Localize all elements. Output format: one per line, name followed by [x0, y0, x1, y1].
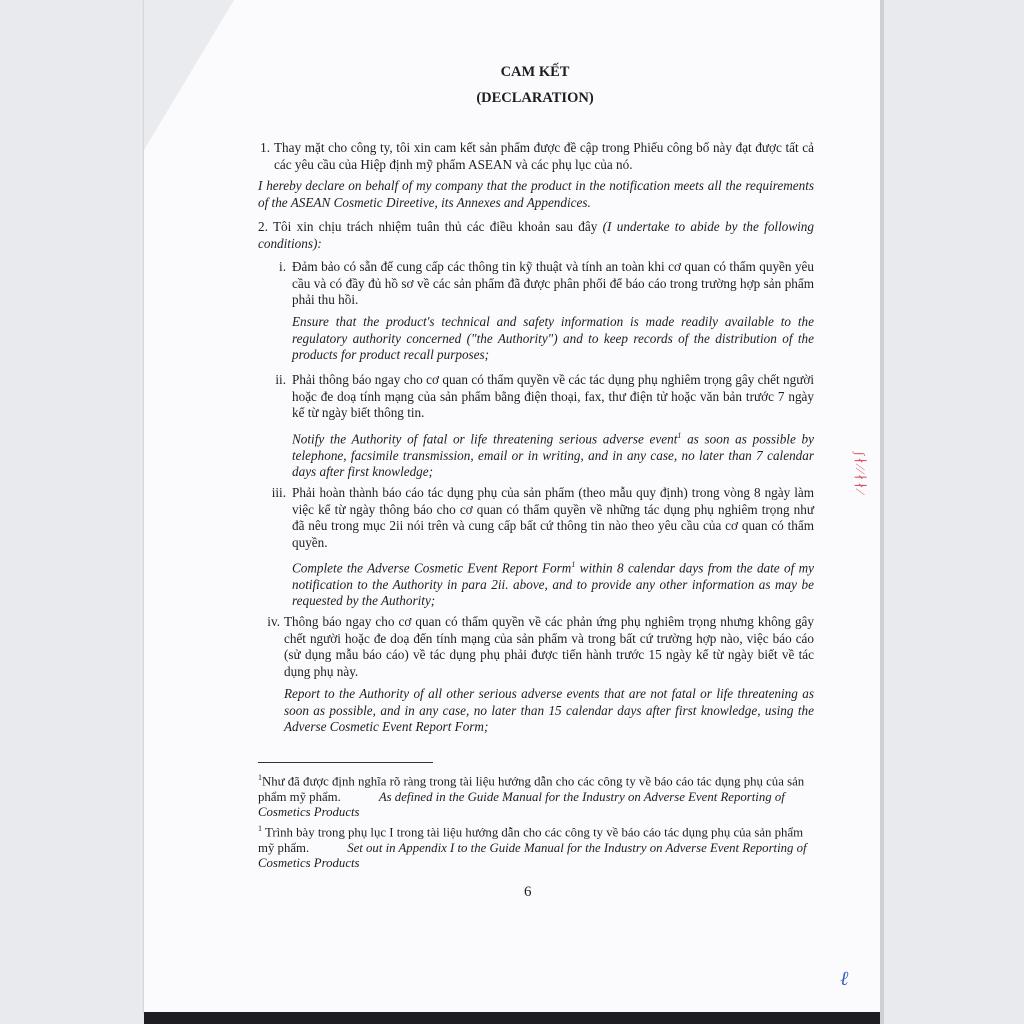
page-number: 6: [524, 884, 532, 900]
footnote-ref: 1: [571, 560, 576, 569]
subitem-i-vietnamese: Đảm bảo có sẵn để cung cấp các thông tin kỹ thuật và tính an toàn khi cơ quan có thẩm quyền yêu cầu và có đầy đủ hồ sơ về các sản phẩm đã được phân phối để báo cáo trong trường hợp sản phẩm phải thu hồi.: [292, 259, 814, 307]
document-title: CAM KẾT: [500, 64, 570, 80]
footnote-mark: 1: [258, 773, 262, 782]
page-edge: [880, 0, 884, 1024]
item-2-english: (I undertake to abide by the following conditions):: [258, 219, 814, 251]
item-1-english: I hereby declare on behalf of my company that the product in the notification meets all the requirements of the ASEAN Cosmetic Direetive, its Annexes and Appendices.: [258, 178, 814, 210]
item-2-vietnamese: Tôi xin chịu trách nhiệm tuân thủ các điều khoản sau đây: [272, 219, 598, 234]
subitem-number: ii.: [275, 372, 286, 387]
subitem-number: i.: [279, 259, 286, 274]
item-number: 2.: [258, 219, 268, 234]
subitem-i-english: Ensure that the product's technical and safety information is made readily available to the regulatory authority concerned ("the Authority") and to keep records of the distribution of the products for product recall purposes;: [292, 314, 814, 362]
subitem-iv-vietnamese: Thông báo ngay cho cơ quan có thẩm quyền về các phản ứng phụ nghiêm trọng nhưng không gây chết người hoặc đe doạ đến tính mạng của sản phẩm và trong bất cứ trường hợp nào, việc báo cáo (sử dụng mẫu báo cáo) về tác dụng phụ phải được tiến hành trước 15 ngày kể từ ngày biết về tác dụng phụ này.: [284, 614, 814, 679]
subitem-iii-vietnamese: Phải hoàn thành báo cáo tác dụng phụ của sản phẩm (theo mẫu quy định) trong vòng 8 ngày làm việc kể từ ngày thông báo cho cơ quan có thẩm quyền về những tác dụng phụ nghiêm trọng như đã nêu trong mục 2ii nói trên và cung cấp bất cứ thông tin nào theo yêu cầu của cơ quan có thẩm quyền.: [292, 485, 814, 550]
subitem-number: iv.: [267, 614, 280, 629]
subitem-ii-vietnamese: Phải thông báo ngay cho cơ quan có thẩm quyền về các tác dụng phụ nghiêm trọng gây chết người hoặc đe doạ tính mạng của sản phẩm bằng điện thoại, fax, thư điện tử hoặc văn bản trước 7 ngày kể từ ngày biết thông tin.: [292, 372, 814, 420]
page-fold-corner: [144, 0, 234, 150]
footnote-divider: [258, 762, 433, 763]
subitem-iii-english: Complete the Adverse Cosmetic Event Report Form$^1$ within 8 calendar days from the date of my notification to the Authority in para 2ii. above, and to provide any other information as may be requested by the Authority;: [292, 560, 814, 609]
scan-bottom-edge: [144, 1012, 880, 1024]
subitem-iv-english: Report to the Authority of all other serious adverse events that are not fatal or life threatening as soon as possible, and in any case, no later than 15 calendar days after first knowledge, using the Adverse Cosmetic Event Report Form;: [284, 686, 814, 734]
subitem-number: iii.: [271, 485, 286, 500]
footnote-1: $^1$Như đã được định nghĩa rõ ràng trong tài liệu hướng dẫn cho các công ty về báo cáo tác dụng phụ của sản phẩm mỹ phẩm. As defined in the Guide Manual for the Industry on Adverse Event Reporting of Cosmetics Products: [258, 773, 805, 820]
document-subtitle: (DECLARATION): [476, 90, 594, 106]
footnote-ref: 1: [677, 431, 682, 440]
pencil-mark: ℓ: [840, 968, 849, 990]
footnote-2: $^1$ Trình bày trong phụ lục I trong tài liệu hướng dẫn cho các công ty về báo cáo tác dụng phụ của sản phẩm mỹ phẩm. Set out in Appendix I to the Guide Manual for the Industry on Adverse Event Reporting of Cosmetics Products: [258, 824, 807, 871]
item-2-text: [258, 219, 814, 252]
red-handwritten-mark: ∫∤∕∕∤∤∕: [853, 452, 868, 495]
subitem-ii-english: Notify the Authority of fatal or life threatening serious adverse event$^1$ as soon as possible by telephone, facsimile transmission, email or in writing, and in any case, no later than 7 calendar days after first knowledge;: [292, 431, 814, 480]
item-number: 1.: [260, 140, 270, 155]
footnote-mark: 1: [258, 824, 262, 833]
item-1-vietnamese: Thay mặt cho công ty, tôi xin cam kết sản phẩm được đề cập trong Phiếu công bố này đạt được tất cả các yêu cầu của Hiệp định mỹ phẩm ASEAN và các phụ lục của nó.: [274, 140, 814, 172]
